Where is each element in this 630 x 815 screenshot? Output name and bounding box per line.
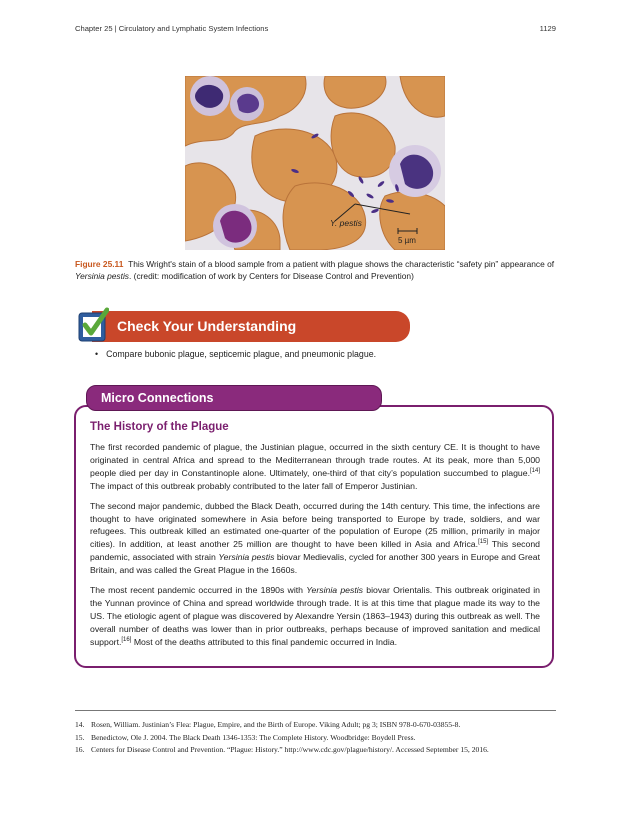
footnote [75, 744, 556, 757]
figure-number: Figure 25.11 [75, 259, 124, 269]
footnote [75, 732, 556, 745]
footnote-number: 16. [75, 745, 85, 754]
checkmark-icon [77, 307, 109, 343]
species-name: Yersinia pestis [218, 552, 275, 563]
paragraph [90, 441, 540, 493]
blood-smear-micrograph [185, 76, 445, 250]
footnote-number: 14. [75, 720, 85, 729]
caption-species: Yersinia pestis [75, 271, 129, 281]
caption-credit: . (credit: modification of work by Centers for Disease Control and Prevention) [129, 271, 414, 281]
check-understanding-title: Check Your Understanding [117, 318, 297, 334]
paragraph-text: This second pandemic, associated with strain [90, 539, 540, 563]
list-item [95, 349, 376, 359]
figure-caption [75, 258, 555, 282]
page-header [75, 24, 556, 33]
footnotes [75, 719, 556, 757]
chapter-title: Chapter 25 | Circulatory and Lymphatic System Infections [75, 24, 269, 33]
paragraph [90, 584, 540, 649]
check-understanding-banner [92, 311, 410, 342]
scale-bar-label: 5 µm [398, 236, 416, 245]
paragraph-text: biovar Orientalis. This outbreak originated in the Yunnan province of China and spread worldwide through trade. It is at this time that plague made its way to the US. The etiologic agent of plague was discovered by Alexandre Yersin (1863–1943) during this outbreak as well. The overall number of deaths was lower than in prior outbreaks, perhaps because of improved sanitation and medical support. [90, 585, 541, 647]
paragraph-text: The most recent pandemic occurred in the 1890s with [90, 585, 307, 596]
paragraph-text: Most of the deaths attributed to this final pandemic occurred in India. [131, 636, 398, 647]
footnote-text: Rosen, William. Justinian’s Flea: Plague, Empire, and the Birth of Europe. Viking Adult; pg 3; ISBN 978-0-670-03855-8. [91, 720, 461, 729]
species-name: Yersinia pestis [306, 585, 364, 596]
micro-connections-tab [86, 385, 382, 411]
section-heading: The History of the Plague [90, 421, 229, 433]
page-number: 1129 [539, 24, 556, 33]
y-pestis-label: Y. pestis [330, 218, 362, 228]
citation-ref[interactable]: [14] [529, 467, 540, 474]
caption-text: This Wright's stain of a blood sample from a patient with plague shows the characteristic “safety pin” appearance of [128, 259, 555, 269]
micro-connections-label: Micro Connections [101, 391, 214, 405]
footnote-text: Centers for Disease Control and Prevention. “Plague: History.” http://www.cdc.gov/plague/history/. Accessed September 15, 2016. [91, 745, 489, 754]
paragraph-text: The second major pandemic, dubbed the Black Death, occurred during the 14th century. This time, the infections are thought to have originated somewhere in Asia before being transported to Europe by trade, soldiers, and war refugees. This outbreak killed an estimated one-quarter of the population of Europe (25 million, primarily in major cities). In addition, at least another 25 million are thought to have been killed in Asia and Africa. [90, 500, 540, 550]
footnote-text: Benedictow, Ole J. 2004. The Black Death 1346-1353: The Complete History. Woodbridge: Boydell Press. [91, 732, 416, 742]
paragraph-text: The first recorded pandemic of plague, the Justinian plague, occurred in the sixth century CE. It is thought to have originated in central Africa and spread to the Mediterranean through trade routes. At its peak, more than 5,000 people died per day in Constantinople alone. Ultimately, one-third of that city’s population succumbed to plague. [90, 442, 540, 478]
footnote-divider [75, 710, 556, 711]
micro-connections-body [90, 441, 540, 656]
check-understanding-item: Compare bubonic plague, septicemic plague, and pneumonic plague. [106, 349, 377, 359]
paragraph [90, 500, 540, 577]
bullet-marker: • [95, 349, 99, 359]
paragraph-text: The impact of this outbreak probably contributed to the later fall of Emperor Justinian. [90, 480, 418, 491]
footnote [75, 719, 556, 732]
citation-ref[interactable]: [16] [121, 636, 132, 643]
citation-ref[interactable]: [15] [478, 539, 489, 546]
footnote-number: 15. [75, 732, 85, 742]
paragraph-text: biovar Medievalis, cycled for another 300 years in Europe and Great Britain, and was called the Great Plague in the 1660s. [90, 552, 540, 576]
